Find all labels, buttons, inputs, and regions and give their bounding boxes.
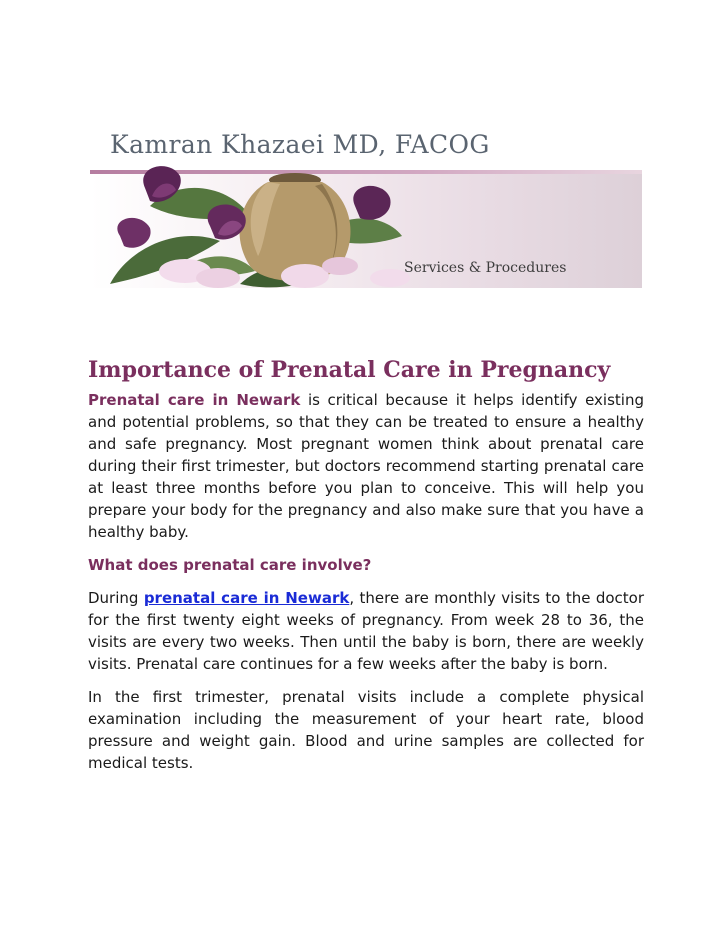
intro-text: is critical because it helps identify existing and potential problems, so that they can be treated to ensure a healthy and safe pregnancy. Most pregnant women think about prenatal care during their first trimester, but doctors recommend starting prenatal care at least three months before you plan to conceive. This will help you prepare your body for the pregnancy and also make sure that you have a healthy baby. bbox=[88, 391, 644, 541]
banner-title: Kamran Khazaei MD, FACOG bbox=[110, 130, 490, 159]
article-body bbox=[88, 355, 644, 774]
intro-keyword: Prenatal care in Newark bbox=[88, 391, 301, 409]
trimester-paragraph: In the first trimester, prenatal visits include a complete physical examination including the measurement of your heart rate, blood pressure and weight gain. Blood and urine samples are collected for medical tests. bbox=[88, 688, 644, 772]
prenatal-care-newark-link[interactable]: prenatal care in Newark bbox=[143, 589, 350, 607]
visits-lead: During bbox=[88, 589, 144, 607]
visits-paragraph bbox=[88, 587, 644, 675]
section-subheading: What does prenatal care involve? bbox=[88, 556, 372, 574]
header-banner bbox=[90, 120, 642, 292]
visits-text: , there are monthly visits to the doctor for the first twenty eight weeks of pregnancy. From week 28 to 36, the visits are every two weeks. Then until the baby is born, there are weekly visits. Prenatal care continues for a few weeks after the baby is born. bbox=[88, 589, 644, 673]
intro-paragraph bbox=[88, 389, 644, 543]
article-title: Importance of Prenatal Care in Pregnancy bbox=[88, 357, 611, 383]
banner-subtitle: Services & Procedures bbox=[404, 260, 567, 276]
